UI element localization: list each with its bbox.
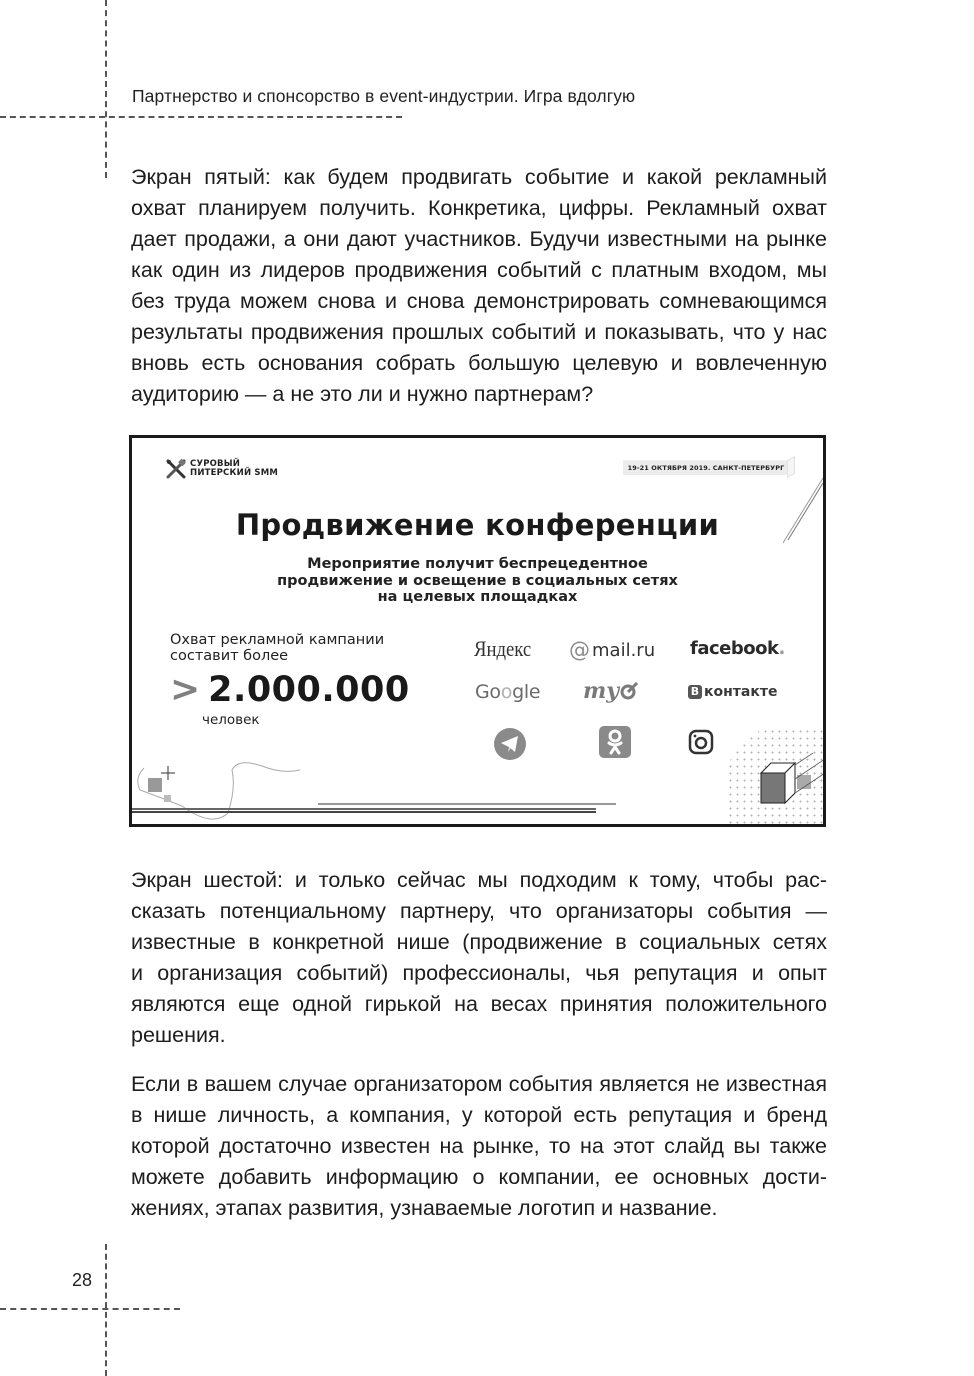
greater-than-sign: > xyxy=(170,669,201,710)
google-text-1: Go xyxy=(475,681,501,703)
crossed-tools-icon xyxy=(165,459,187,479)
subtitle-line: на целевых площадках xyxy=(377,589,578,605)
logo-line-1: СУРОВЫЙ xyxy=(190,458,241,469)
text-line: дает продажи, а они дают участников. Будучи известными на рынке xyxy=(131,227,827,251)
text-line: Если в вашем случае организатором события является не известная xyxy=(131,1072,827,1096)
target-arrow-icon xyxy=(619,681,639,701)
vkontakte-logo xyxy=(688,684,777,700)
instagram-logo xyxy=(688,729,714,755)
text-line: охват планируем получить. Конкретика, цифры. Рекламный охват xyxy=(131,196,827,220)
mail-ru-text: mail.ru xyxy=(592,639,656,661)
subtitle-line: продвижение и освещение в социальных сетях xyxy=(277,572,678,589)
text-line: Экран шестой: и только сейчас мы подходим к тому, чтобы рас- xyxy=(131,868,827,892)
text-line: являются еще одной гирькой на весах принятия положительного xyxy=(131,992,827,1016)
reach-label-line: составит более xyxy=(170,647,289,664)
telegram-icon xyxy=(494,728,526,760)
mytarget-logo xyxy=(583,678,639,704)
running-head: Партнерство и спонсорство в event-индустрии. Игра вдолгую xyxy=(132,86,636,106)
google-logo xyxy=(475,681,540,703)
text-line: результаты продвижения прошлых событий и показывать, что у нас xyxy=(131,320,827,344)
logo-line-2: ПИТЕРСКИЙ SMM xyxy=(190,468,279,478)
crop-mark-top-vertical xyxy=(105,0,107,178)
facebook-logo xyxy=(690,638,785,659)
odnoklassniki-icon xyxy=(599,726,631,758)
paragraph-2 xyxy=(131,865,827,1051)
text-line: без труда можем снова и снова демонстрировать сомневающимся xyxy=(131,289,827,313)
mytarget-text: my xyxy=(583,678,620,704)
decorative-cube-icon xyxy=(757,753,826,813)
reach-unit: человек xyxy=(202,712,260,728)
reach-label xyxy=(170,633,384,664)
at-sign-icon: @ xyxy=(569,638,590,662)
decorative-line xyxy=(132,808,596,810)
decorative-squiggle xyxy=(132,758,312,827)
event-logo xyxy=(165,459,278,479)
reach-figure xyxy=(170,670,410,710)
text-line: вновь есть основания собрать большую целевую и вовлеченную xyxy=(131,351,827,375)
slide-title xyxy=(132,508,823,542)
slide-image xyxy=(129,435,826,827)
instagram-icon xyxy=(688,729,714,755)
telegram-logo xyxy=(494,728,526,760)
text-line: которой достаточно известен на рынке, то на этот слайд вы также xyxy=(131,1134,827,1158)
text-line: решения. xyxy=(131,1023,226,1047)
text-line: Экран пятый: как будем продвигать событие и какой рекламный xyxy=(131,165,827,189)
vkontakte-text: контакте xyxy=(704,684,778,700)
text-line: жениях, этапах развития, узнаваемые логотип и название. xyxy=(131,1196,718,1220)
paragraph-1 xyxy=(131,162,827,410)
yandex-logo: Яндекс xyxy=(474,636,532,661)
slide-subtitle xyxy=(132,556,823,606)
text-line: в нише личность, а компания, у которой есть репутация и бренд xyxy=(131,1103,827,1127)
reach-label-line: Охват рекламной кампании xyxy=(170,632,385,648)
event-date-banner: 19-21 ОКТЯБРЯ 2019. САНКТ-ПЕТЕРБУРГ xyxy=(623,460,789,475)
facebook-text: facebook xyxy=(690,638,779,659)
vk-b-icon: B xyxy=(688,685,702,699)
decorative-line xyxy=(132,811,596,813)
decorative-line xyxy=(318,803,616,805)
google-text-3: gle xyxy=(512,681,541,703)
mail-ru-logo xyxy=(569,638,655,662)
reach-value: 2.000.000 xyxy=(208,670,410,710)
odnoklassniki-logo xyxy=(599,726,631,758)
paragraph-3 xyxy=(131,1069,827,1224)
text-line: сказать потенциальному партнеру, что организаторы события — xyxy=(131,899,827,923)
text-line: аудиторию — а не это ли и нужно партнерам? xyxy=(131,382,594,406)
text-line: и организация событий) профессионалы, чья репутация и опыт xyxy=(131,961,827,985)
crop-mark-bottom-vertical xyxy=(105,1244,107,1376)
text-line: известные в конкретной нише (продвижение в социальных сетях xyxy=(131,930,827,954)
crop-mark-top-horizontal xyxy=(0,116,402,118)
page-number: 28 xyxy=(72,1270,93,1290)
google-text-2: o xyxy=(500,681,513,703)
text-line: можете добавить информацию о компании, ее основных дости- xyxy=(131,1165,827,1189)
subtitle-line: Мероприятие получит беспрецедентное xyxy=(307,556,648,572)
crop-mark-bottom-horizontal xyxy=(0,1308,180,1310)
slide-title-text: Продвижение конференции xyxy=(235,508,720,542)
facebook-dot: . xyxy=(778,638,785,659)
text-line: как один из лидеров продвижения событий с платным входом, мы xyxy=(131,258,827,282)
